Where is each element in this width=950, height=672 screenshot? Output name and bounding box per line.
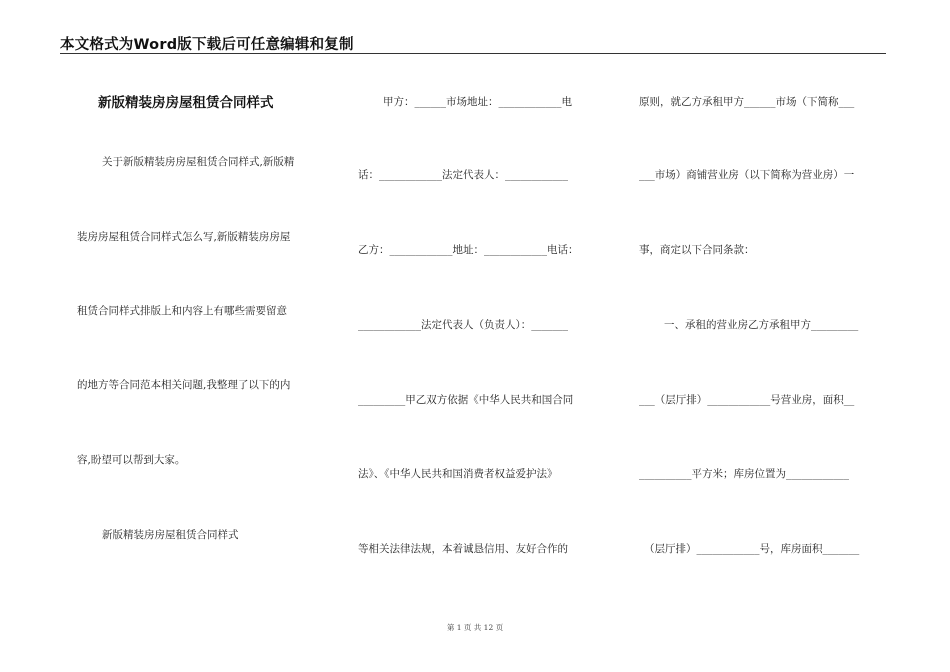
col2-line-1: 甲方：______市场地址：____________电 xyxy=(383,96,572,108)
col3-line-7: （层厅排）____________号，库房面积_______ xyxy=(644,543,860,555)
document-title: 新版精装房房屋租赁合同样式 xyxy=(98,95,274,111)
col1-line-3: 租赁合同样式排版上和内容上有哪些需要留意 xyxy=(77,305,287,317)
col2-line-4: ____________法定代表人（负责人）：_______ xyxy=(358,319,568,331)
col3-line-3: 事，商定以下合同条款： xyxy=(639,244,755,256)
col3-line-4: 一、承租的营业房乙方承租甲方_________ xyxy=(664,319,859,331)
document-banner: 本文格式为Word版下载后可任意编辑和复制 xyxy=(60,37,354,53)
col1-line-2: 装房房屋租赁合同样式怎么写,新版精装房房屋 xyxy=(77,231,291,243)
col1-line-6: 新版精装房房屋租赁合同样式 xyxy=(102,529,239,541)
col2-line-3: 乙方：____________地址：____________电话： xyxy=(358,244,579,256)
col3-line-1: 原则，就乙方承租甲方______市场（下简称___ xyxy=(639,96,855,108)
col1-line-1: 关于新版精装房房屋租赁合同样式,新版精 xyxy=(102,156,295,168)
col2-line-7: 等相关法律法规，本着诚恳信用、友好合作的 xyxy=(358,543,568,555)
col1-line-4: 的地方等合同范本相关问题,我整理了以下的内 xyxy=(77,379,291,391)
col3-line-2: ___市场）商铺营业房（以下简称为营业房）一 xyxy=(639,169,855,181)
header-rule xyxy=(60,53,886,54)
col2-line-6: 法》、《中华人民共和国消费者权益爱护法》 xyxy=(358,468,558,480)
col3-line-5: ___（层厅排）____________号营业房，面积__ xyxy=(639,394,855,406)
page-footer: 第 1 页 共 12 页 xyxy=(446,623,504,632)
col2-line-5: _________甲乙双方依据《中华人民共和国合同 xyxy=(358,394,574,406)
col1-line-5: 容,盼望可以帮到大家。 xyxy=(77,454,186,466)
col3-line-6: __________平方米；库房位置为____________ xyxy=(639,468,849,480)
col2-line-2: 话：____________法定代表人：____________ xyxy=(358,169,568,181)
